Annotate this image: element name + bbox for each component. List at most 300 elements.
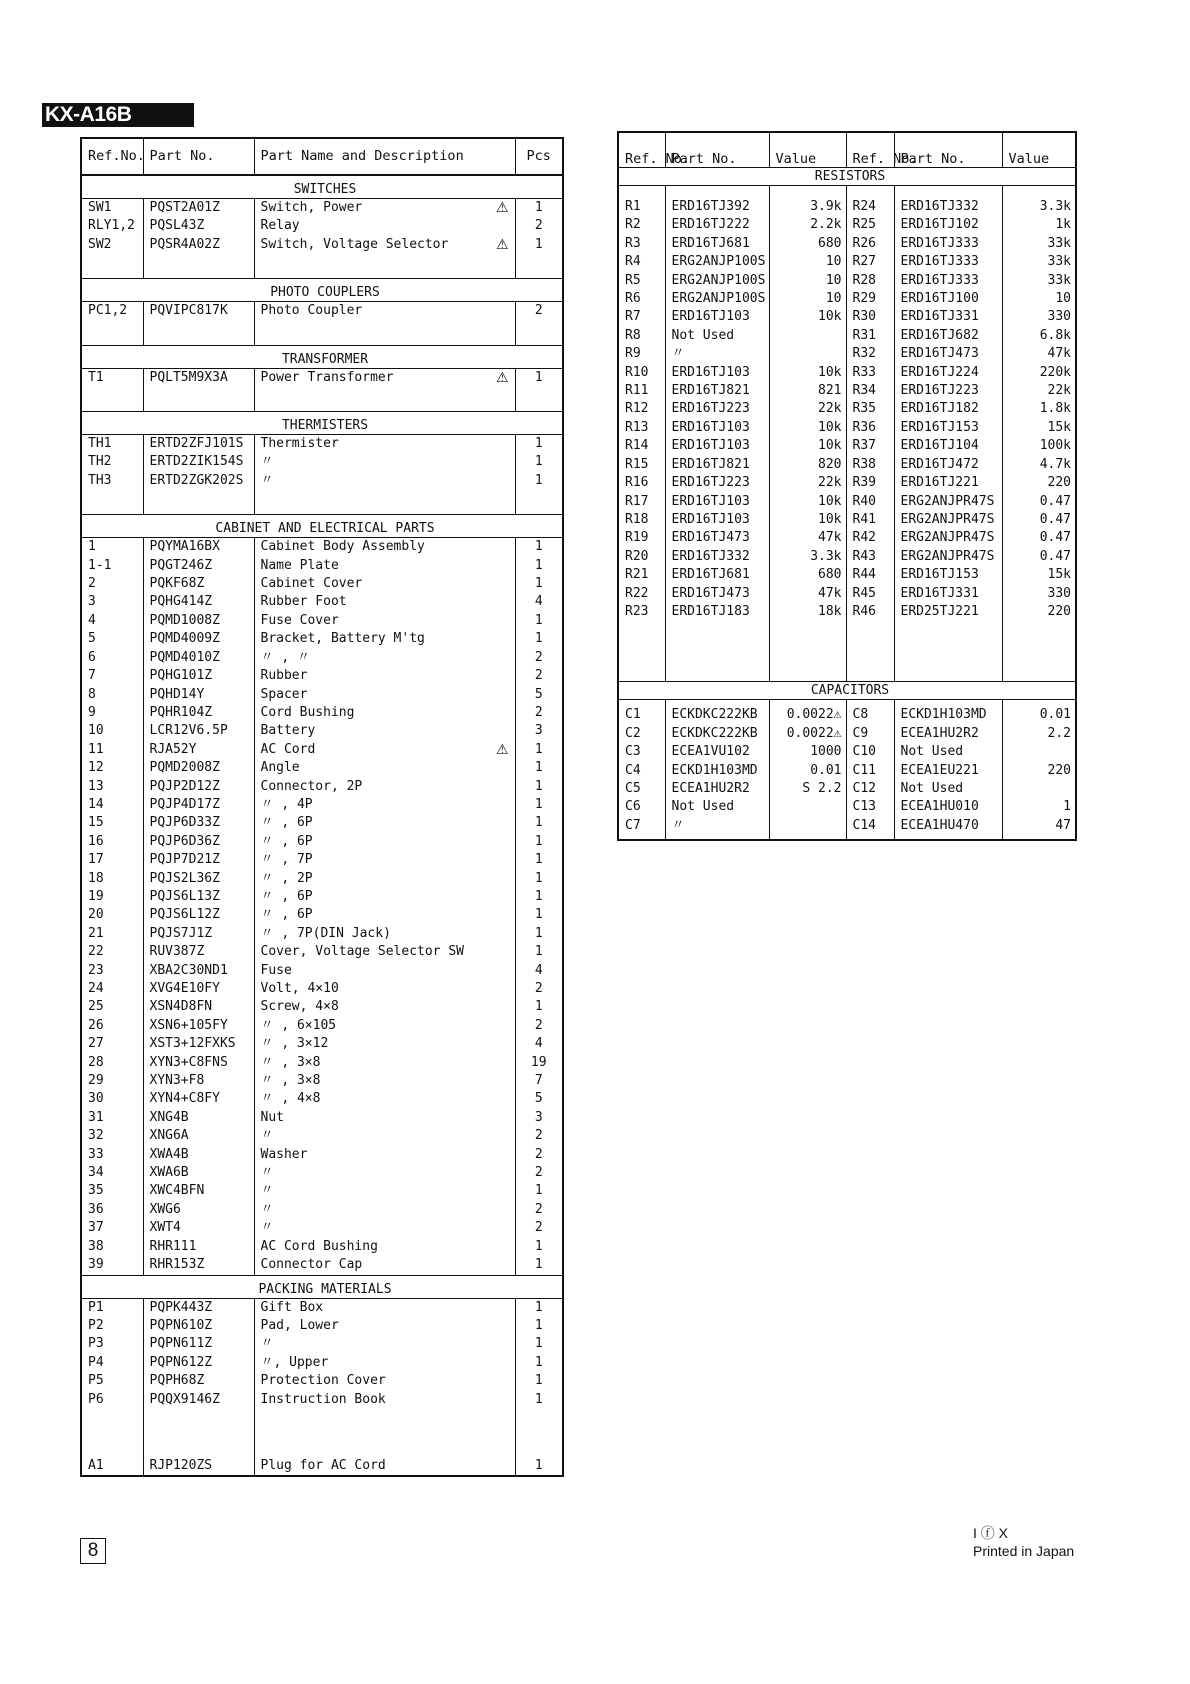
ref-no: P6	[81, 1391, 143, 1409]
column-header: Ref.No.	[81, 138, 143, 175]
table-row	[81, 217, 563, 235]
table-row	[81, 1072, 563, 1090]
table-row	[81, 1054, 563, 1072]
part-no: 〃	[665, 817, 769, 835]
table-row	[81, 557, 563, 575]
table-row	[618, 548, 1076, 566]
table-row	[618, 272, 1076, 290]
value: 47k	[769, 529, 846, 547]
value	[769, 798, 846, 816]
table-row	[618, 743, 1076, 761]
pcs: 2	[515, 667, 563, 685]
pcs: 1	[515, 1354, 563, 1372]
ref-no: C5	[618, 780, 665, 798]
description-text: 〃 , 4P	[260, 796, 313, 812]
part-no: ERD16TJ332	[894, 198, 1002, 216]
part-no: ERD16TJ473	[665, 585, 769, 603]
value	[769, 817, 846, 835]
description-text: 〃 , 6×105	[260, 1017, 337, 1033]
section-header-row	[81, 1275, 563, 1298]
pcs: 5	[515, 1090, 563, 1108]
ref-no: 1-1	[81, 557, 143, 575]
pcs: 1	[515, 435, 563, 454]
value: 47k	[769, 585, 846, 603]
part-no: ERD16TJ333	[894, 272, 1002, 290]
ref-no: TH3	[81, 472, 143, 490]
part-description	[254, 888, 515, 906]
part-description	[254, 778, 515, 796]
part-description	[254, 925, 515, 943]
ref-no: R9	[618, 345, 665, 363]
part-description	[254, 833, 515, 851]
part-description	[254, 667, 515, 685]
value: 10k	[769, 511, 846, 529]
ref-no: R32	[846, 345, 894, 363]
ref-no: R31	[846, 327, 894, 345]
part-no: ECEA1HU2R2	[894, 725, 1002, 743]
part-description	[254, 686, 515, 704]
column-header: Value	[1002, 132, 1076, 168]
section-title: RESISTORS	[618, 168, 1076, 186]
table-row	[81, 302, 563, 321]
part-no: ERD16TJ183	[665, 603, 769, 621]
ref-no: R3	[618, 235, 665, 253]
ref-no: 35	[81, 1182, 143, 1200]
value: 680	[769, 235, 846, 253]
part-no: Not Used	[894, 780, 1002, 798]
ref-no: R19	[618, 529, 665, 547]
ref-no: R16	[618, 474, 665, 492]
footer	[973, 1524, 1074, 1560]
value: 0.01	[769, 762, 846, 780]
spacer-cell	[81, 387, 143, 412]
table-row	[81, 1354, 563, 1372]
part-no: XYN3+C8FNS	[143, 1054, 254, 1072]
value: 33k	[1002, 253, 1076, 271]
table-row	[618, 725, 1076, 743]
ref-no: R43	[846, 548, 894, 566]
pcs: 1	[515, 630, 563, 648]
table-row	[81, 649, 563, 667]
pcs: 1	[515, 1238, 563, 1256]
table-row	[81, 236, 563, 254]
pcs: 1	[515, 538, 563, 557]
page-number: 8	[80, 1538, 106, 1564]
description-text: 〃 , 6P	[260, 888, 313, 904]
pcs: 1	[515, 943, 563, 961]
table-row	[81, 833, 563, 851]
section-title: CABINET AND ELECTRICAL PARTS	[81, 515, 563, 538]
part-no: ERD16TJ681	[665, 235, 769, 253]
value: 0.0022⚠	[769, 725, 846, 743]
part-no: PQJP2D12Z	[143, 778, 254, 796]
spacer-cell	[143, 1409, 254, 1421]
part-no: PQMD4010Z	[143, 649, 254, 667]
value: 18k	[769, 603, 846, 621]
part-no: XST3+12FXKS	[143, 1035, 254, 1053]
pcs: 5	[515, 686, 563, 704]
part-description	[254, 435, 515, 454]
pcs: 19	[515, 1054, 563, 1072]
ref-no: 23	[81, 962, 143, 980]
pcs: 1	[515, 796, 563, 814]
ref-no: R10	[618, 364, 665, 382]
ref-no: 8	[81, 686, 143, 704]
ref-no: 11	[81, 741, 143, 759]
part-no: LCR12V6.5P	[143, 722, 254, 740]
part-description	[254, 722, 515, 740]
part-description	[254, 704, 515, 722]
section-title: THERMISTERS	[81, 412, 563, 435]
table-row	[618, 529, 1076, 547]
table-row	[81, 1109, 563, 1127]
ref-no: R46	[846, 603, 894, 621]
spacer-cell	[143, 254, 254, 279]
value: 10	[769, 272, 846, 290]
part-description	[254, 980, 515, 998]
part-no: ERD16TJ103	[665, 511, 769, 529]
pcs: 1	[515, 1391, 563, 1409]
spacer-row	[81, 490, 563, 515]
spacer-cell	[515, 490, 563, 515]
pcs: 1	[515, 1335, 563, 1353]
part-description	[254, 1298, 515, 1317]
description-text: Power Transformer	[260, 369, 394, 385]
ref-no: R28	[846, 272, 894, 290]
value: 1000	[769, 743, 846, 761]
table-row	[81, 1164, 563, 1182]
description-text: Gift Box	[260, 1299, 324, 1315]
part-no: ERD16TJ682	[894, 327, 1002, 345]
ref-no: C2	[618, 725, 665, 743]
description-text: Cover, Voltage Selector SW	[260, 944, 464, 960]
part-description	[254, 1054, 515, 1072]
ref-no: 24	[81, 980, 143, 998]
part-description	[254, 741, 515, 759]
description-text: AC Cord Bushing	[260, 1238, 378, 1254]
spacer-cell	[143, 490, 254, 515]
ref-no: R26	[846, 235, 894, 253]
part-no: PQPN612Z	[143, 1354, 254, 1372]
part-no: Not Used	[665, 798, 769, 816]
resistors-capacitors-table	[617, 131, 1077, 841]
part-no: ERTD2ZFJ101S	[143, 435, 254, 454]
ref-no: 1	[81, 538, 143, 557]
column-header: Ref. No.	[846, 132, 894, 168]
part-no: PQPH68Z	[143, 1372, 254, 1390]
part-description	[254, 1090, 515, 1108]
table-row	[81, 1391, 563, 1409]
part-no: Not Used	[894, 743, 1002, 761]
part-no: ERG2ANJPR47S	[894, 529, 1002, 547]
pcs: 3	[515, 1109, 563, 1127]
ref-no: TH1	[81, 435, 143, 454]
part-no: RJP120ZS	[143, 1457, 254, 1476]
safety-warning-icon: ⚠	[495, 741, 509, 758]
part-description	[254, 538, 515, 557]
spacer-cell	[1002, 186, 1076, 199]
value: 0.0022⚠	[769, 706, 846, 724]
ref-no: 3	[81, 593, 143, 611]
spacer-cell	[254, 254, 515, 279]
part-no: PQSL43Z	[143, 217, 254, 235]
part-no: ERD16TJ473	[665, 529, 769, 547]
value: 820	[769, 456, 846, 474]
spacer-cell	[846, 186, 894, 199]
spacer-cell	[618, 621, 665, 682]
part-description	[254, 649, 515, 667]
table-row	[618, 382, 1076, 400]
part-no: ERG2ANJPR47S	[894, 548, 1002, 566]
spacer-cell	[515, 1409, 563, 1421]
value: 821	[769, 382, 846, 400]
pcs: 2	[515, 302, 563, 321]
part-no: ERTD2ZIK154S	[143, 453, 254, 471]
section-header-row	[81, 345, 563, 368]
pcs: 2	[515, 980, 563, 998]
spacer-cell	[618, 835, 665, 840]
table-row	[618, 798, 1076, 816]
value: 0.47	[1002, 511, 1076, 529]
part-no: ECEA1VU102	[665, 743, 769, 761]
part-description	[254, 870, 515, 888]
spacer-row	[81, 1409, 563, 1421]
table-row	[618, 762, 1076, 780]
table-row	[618, 437, 1076, 455]
ref-no: 26	[81, 1017, 143, 1035]
table-row	[81, 686, 563, 704]
pcs: 1	[515, 199, 563, 218]
table-row	[81, 199, 563, 218]
value: 22k	[769, 474, 846, 492]
part-no: RHR153Z	[143, 1256, 254, 1275]
ref-no: R38	[846, 456, 894, 474]
table-row	[618, 511, 1076, 529]
description-text: Plug for AC Cord	[260, 1457, 386, 1473]
ref-no: R42	[846, 529, 894, 547]
spacer-cell	[846, 835, 894, 840]
description-text: 〃	[260, 1165, 274, 1181]
table-row	[81, 851, 563, 869]
section-title: CAPACITORS	[618, 682, 1076, 700]
pcs: 1	[515, 851, 563, 869]
ref-no: TH2	[81, 453, 143, 471]
part-no: ERG2ANJPR47S	[894, 511, 1002, 529]
table-row	[81, 1035, 563, 1053]
pcs: 1	[515, 1317, 563, 1335]
part-no: ERD16TJ103	[665, 419, 769, 437]
part-no: PQPN611Z	[143, 1335, 254, 1353]
ref-no: P5	[81, 1372, 143, 1390]
value: 15k	[1002, 419, 1076, 437]
section-header-row	[81, 412, 563, 435]
ref-no: 22	[81, 943, 143, 961]
value: 10k	[769, 419, 846, 437]
part-description	[254, 453, 515, 471]
description-text: AC Cord	[260, 741, 316, 757]
description-text: Connector, 2P	[260, 778, 363, 794]
part-no: ERD25TJ221	[894, 603, 1002, 621]
table-row	[618, 474, 1076, 492]
spacer-cell	[254, 1421, 515, 1457]
part-no: PQJP6D33Z	[143, 814, 254, 832]
part-no: ERG2ANJP100S	[665, 253, 769, 271]
table-row	[81, 704, 563, 722]
part-description	[254, 1127, 515, 1145]
table-row	[81, 925, 563, 943]
table-row	[618, 345, 1076, 363]
part-no: ECEA1EU221	[894, 762, 1002, 780]
section-header-row	[618, 168, 1076, 186]
pcs: 1	[515, 906, 563, 924]
value: 220	[1002, 762, 1076, 780]
ref-no: 21	[81, 925, 143, 943]
table-row	[81, 741, 563, 759]
ref-no: 6	[81, 649, 143, 667]
ref-no: R17	[618, 493, 665, 511]
part-no: ERD16TJ224	[894, 364, 1002, 382]
spacer-cell	[143, 1421, 254, 1457]
spacer-row	[81, 321, 563, 346]
part-no: XWC4BFN	[143, 1182, 254, 1200]
ref-no: R8	[618, 327, 665, 345]
spacer-cell	[515, 254, 563, 279]
footer-code: I ⓕ X	[973, 1525, 1009, 1541]
part-no: ECEA1HU2R2	[665, 780, 769, 798]
column-header: Part No.	[894, 132, 1002, 168]
part-no: ERD16TJ100	[894, 290, 1002, 308]
pcs: 2	[515, 649, 563, 667]
description-text: Volt, 4×10	[260, 981, 339, 996]
value	[769, 345, 846, 363]
section-title: PHOTO COUPLERS	[81, 279, 563, 302]
part-no: XYN4+C8FY	[143, 1090, 254, 1108]
part-no: PQHR104Z	[143, 704, 254, 722]
pcs: 7	[515, 1072, 563, 1090]
spacer-cell	[769, 186, 846, 199]
part-no: PQQX9146Z	[143, 1391, 254, 1409]
section-header-row	[81, 515, 563, 538]
table-row	[81, 472, 563, 490]
table-row	[81, 1219, 563, 1237]
spacer-cell	[665, 186, 769, 199]
ref-no: R20	[618, 548, 665, 566]
table-row	[81, 906, 563, 924]
ref-no: 15	[81, 814, 143, 832]
value: 10	[769, 253, 846, 271]
value: 220	[1002, 603, 1076, 621]
part-no: ERD16TJ221	[894, 474, 1002, 492]
description-text: 〃	[260, 1128, 274, 1144]
part-no: ERD16TJ332	[665, 548, 769, 566]
table-row	[618, 706, 1076, 724]
ref-no: C6	[618, 798, 665, 816]
table-row	[618, 327, 1076, 345]
ref-no: R1	[618, 198, 665, 216]
pcs: 2	[515, 1201, 563, 1219]
part-no: ERD16TJ182	[894, 400, 1002, 418]
part-description	[254, 1256, 515, 1275]
part-description	[254, 1146, 515, 1164]
ref-no: R4	[618, 253, 665, 271]
ref-no: R36	[846, 419, 894, 437]
value: 3.9k	[769, 198, 846, 216]
part-no: ERD16TJ392	[665, 198, 769, 216]
part-description	[254, 1372, 515, 1390]
description-text: 〃 , 3×8	[260, 1054, 321, 1070]
value: 680	[769, 566, 846, 584]
footer-printed: Printed in Japan	[973, 1543, 1075, 1559]
ref-no: C7	[618, 817, 665, 835]
part-description	[254, 557, 515, 575]
part-no: ERG2ANJP100S	[665, 272, 769, 290]
ref-no: 25	[81, 998, 143, 1016]
pcs: 2	[515, 1164, 563, 1182]
part-description	[254, 1072, 515, 1090]
table-row	[81, 453, 563, 471]
part-no: XBA2C30ND1	[143, 962, 254, 980]
pcs: 1	[515, 833, 563, 851]
ref-no: 30	[81, 1090, 143, 1108]
part-description	[254, 1201, 515, 1219]
spacer-cell	[894, 621, 1002, 682]
table-row	[618, 817, 1076, 835]
safety-warning-icon: ⚠	[495, 369, 509, 386]
pcs: 1	[515, 870, 563, 888]
ref-no: 32	[81, 1127, 143, 1145]
table-row	[81, 630, 563, 648]
description-text: 〃 , 6P	[260, 907, 313, 923]
pcs: 1	[515, 557, 563, 575]
part-no: ERD16TJ222	[665, 216, 769, 234]
description-text: Photo Coupler	[260, 303, 363, 319]
ref-no: C4	[618, 762, 665, 780]
part-no: PQMD2008Z	[143, 759, 254, 777]
value: 6.8k	[1002, 327, 1076, 345]
part-no: PQPK443Z	[143, 1298, 254, 1317]
table-row	[81, 778, 563, 796]
part-no: PQVIPC817K	[143, 302, 254, 321]
value: 15k	[1002, 566, 1076, 584]
ref-no: R22	[618, 585, 665, 603]
table-row	[81, 722, 563, 740]
value: 1k	[1002, 216, 1076, 234]
spacer-cell	[769, 835, 846, 840]
ref-no: R5	[618, 272, 665, 290]
table-row	[618, 603, 1076, 621]
pcs: 1	[515, 888, 563, 906]
part-description	[254, 199, 515, 218]
value: 3.3k	[1002, 198, 1076, 216]
ref-no: 29	[81, 1072, 143, 1090]
column-header: Part No.	[143, 138, 254, 175]
value: 22k	[1002, 382, 1076, 400]
table-row	[81, 593, 563, 611]
pcs: 1	[515, 998, 563, 1016]
part-description	[254, 1354, 515, 1372]
value: 22k	[769, 400, 846, 418]
part-description	[254, 1391, 515, 1409]
description-text: 〃	[260, 1336, 274, 1352]
ref-no: 20	[81, 906, 143, 924]
table-row	[81, 1182, 563, 1200]
ref-no: R44	[846, 566, 894, 584]
part-no: PQSR4A02Z	[143, 236, 254, 254]
table-row	[81, 759, 563, 777]
part-no: ERD16TJ472	[894, 456, 1002, 474]
description-text: Cabinet Cover	[260, 576, 363, 592]
ref-no: R33	[846, 364, 894, 382]
